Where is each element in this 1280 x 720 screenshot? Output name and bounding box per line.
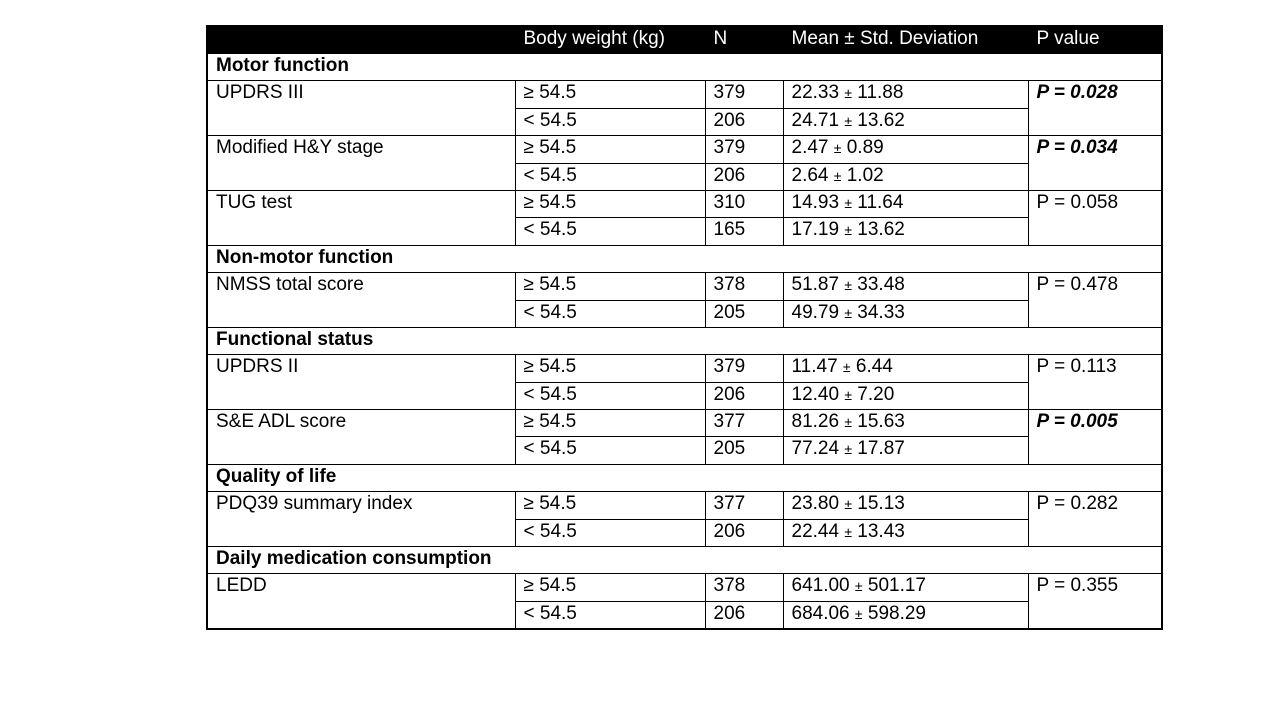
plus-minus-symbol: ±: [844, 496, 853, 513]
plus-minus-symbol: ±: [833, 140, 842, 157]
n-cell: 379: [705, 355, 783, 382]
measure-name: UPDRS II: [207, 355, 515, 410]
mean-sd-cell: [783, 492, 1028, 519]
mean-sd-cell: [783, 574, 1028, 601]
n-cell: 377: [705, 410, 783, 437]
mean-sd-cell: [783, 519, 1028, 546]
body-weight-cell: ≥ 54.5: [515, 574, 705, 601]
plus-minus-symbol: ±: [844, 386, 853, 403]
n-cell: 379: [705, 81, 783, 108]
body-weight-cell: ≥ 54.5: [515, 410, 705, 437]
n-cell: 377: [705, 492, 783, 519]
sd-value: 13.62: [857, 219, 905, 241]
measure-name: NMSS total score: [207, 273, 515, 328]
mean-value: 49.79: [791, 301, 840, 323]
table-row: [207, 574, 1162, 601]
table-body: [207, 54, 1162, 630]
p-value-cell: P = 0.028: [1028, 81, 1162, 136]
n-cell: 378: [705, 273, 783, 300]
table-row: [207, 355, 1162, 382]
mean-sd-cell: [783, 190, 1028, 217]
sd-value: 501.17: [867, 575, 926, 597]
section-title: Daily medication consumption: [207, 547, 1162, 574]
mean-sd-cell: [783, 410, 1028, 437]
table-row: [207, 81, 1162, 108]
plus-minus-symbol: ±: [842, 359, 851, 376]
n-cell: 206: [705, 601, 783, 629]
mean-sd-cell: [783, 136, 1028, 163]
sd-value: 11.64: [857, 191, 904, 213]
body-weight-cell: < 54.5: [515, 519, 705, 546]
mean-value: 22.44: [791, 520, 840, 542]
table-row: [207, 190, 1162, 217]
sd-value: 33.48: [857, 274, 905, 296]
mean-value: 77.24: [791, 438, 840, 460]
table-row: [207, 492, 1162, 519]
body-weight-cell: ≥ 54.5: [515, 190, 705, 217]
mean-sd-cell: [783, 355, 1028, 382]
body-weight-cell: ≥ 54.5: [515, 355, 705, 382]
mean-sd-cell: [783, 382, 1028, 409]
mean-sd-cell: [783, 81, 1028, 108]
n-cell: 205: [705, 300, 783, 327]
section-title: Functional status: [207, 327, 1162, 354]
n-cell: 206: [705, 108, 783, 135]
mean-sd-cell: [783, 437, 1028, 464]
section-title: Motor function: [207, 54, 1162, 81]
plus-minus-symbol: ±: [854, 605, 863, 622]
mean-value: 2.47: [791, 137, 829, 159]
measure-name: Modified H&Y stage: [207, 136, 515, 191]
p-value-cell: P = 0.478: [1028, 273, 1162, 328]
mean-value: 2.64: [791, 164, 829, 186]
measure-name: S&E ADL score: [207, 410, 515, 465]
sd-value: 598.29: [867, 602, 926, 624]
sd-value: 13.62: [857, 109, 905, 131]
mean-sd-cell: [783, 218, 1028, 245]
body-weight-cell: < 54.5: [515, 601, 705, 629]
results-table: [206, 25, 1163, 630]
section-row: [207, 547, 1162, 574]
mean-value: 24.71: [791, 109, 840, 131]
plus-minus-symbol: ±: [844, 441, 853, 458]
header-measure: [207, 26, 515, 54]
body-weight-cell: ≥ 54.5: [515, 492, 705, 519]
plus-minus-symbol: ±: [844, 414, 853, 431]
table-row: [207, 410, 1162, 437]
plus-minus-symbol: ±: [844, 85, 853, 102]
sd-value: 15.63: [857, 411, 905, 433]
plus-minus-symbol: ±: [844, 222, 853, 239]
p-value-cell: P = 0.034: [1028, 136, 1162, 191]
table-row: [207, 136, 1162, 163]
plus-minus-symbol: ±: [844, 277, 853, 294]
header-n: N: [705, 26, 783, 54]
sd-value: 15.13: [857, 493, 905, 515]
section-row: [207, 54, 1162, 81]
mean-value: 641.00: [791, 575, 850, 597]
body-weight-cell: ≥ 54.5: [515, 273, 705, 300]
p-value-cell: P = 0.282: [1028, 492, 1162, 547]
header-row: [207, 26, 1162, 54]
section-row: [207, 327, 1162, 354]
plus-minus-symbol: ±: [833, 167, 842, 184]
n-cell: 379: [705, 136, 783, 163]
mean-value: 22.33: [791, 82, 840, 104]
mean-value: 81.26: [791, 411, 840, 433]
section-row: [207, 245, 1162, 272]
p-value-cell: P = 0.058: [1028, 190, 1162, 245]
body-weight-cell: ≥ 54.5: [515, 136, 705, 163]
section-title: Non-motor function: [207, 245, 1162, 272]
sd-value: 13.43: [857, 520, 905, 542]
p-value-cell: P = 0.113: [1028, 355, 1162, 410]
sd-value: 6.44: [855, 356, 893, 378]
header-p-value: P value: [1028, 26, 1162, 54]
plus-minus-symbol: ±: [854, 578, 863, 595]
body-weight-cell: < 54.5: [515, 437, 705, 464]
plus-minus-symbol: ±: [844, 304, 853, 321]
plus-minus-symbol: ±: [844, 523, 853, 540]
sd-value: 0.89: [846, 137, 884, 159]
mean-sd-cell: [783, 273, 1028, 300]
measure-name: LEDD: [207, 574, 515, 629]
sd-value: 1.02: [846, 164, 884, 186]
body-weight-cell: < 54.5: [515, 382, 705, 409]
mean-sd-cell: [783, 601, 1028, 629]
mean-sd-cell: [783, 108, 1028, 135]
table-header: [207, 26, 1162, 54]
body-weight-cell: ≥ 54.5: [515, 81, 705, 108]
p-value-cell: P = 0.355: [1028, 574, 1162, 629]
n-cell: 165: [705, 218, 783, 245]
plus-minus-symbol: ±: [844, 194, 853, 211]
section-title: Quality of life: [207, 464, 1162, 491]
body-weight-cell: < 54.5: [515, 218, 705, 245]
n-cell: 206: [705, 163, 783, 190]
header-mean-sd: Mean ± Std. Deviation: [783, 26, 1028, 54]
n-cell: 205: [705, 437, 783, 464]
measure-name: UPDRS III: [207, 81, 515, 136]
sd-value: 7.20: [857, 383, 895, 405]
mean-value: 23.80: [791, 493, 840, 515]
measure-name: PDQ39 summary index: [207, 492, 515, 547]
n-cell: 378: [705, 574, 783, 601]
p-value-cell: P = 0.005: [1028, 410, 1162, 465]
mean-value: 51.87: [791, 274, 840, 296]
mean-value: 11.47: [791, 356, 838, 378]
plus-minus-symbol: ±: [844, 112, 853, 129]
body-weight-cell: < 54.5: [515, 108, 705, 135]
header-body-weight: Body weight (kg): [515, 26, 705, 54]
sd-value: 34.33: [857, 301, 905, 323]
n-cell: 206: [705, 382, 783, 409]
mean-value: 17.19: [791, 219, 840, 241]
n-cell: 310: [705, 190, 783, 217]
sd-value: 17.87: [857, 438, 905, 460]
mean-value: 12.40: [791, 383, 840, 405]
mean-sd-cell: [783, 300, 1028, 327]
mean-value: 684.06: [791, 602, 850, 624]
table-row: [207, 273, 1162, 300]
sd-value: 11.88: [857, 82, 904, 104]
n-cell: 206: [705, 519, 783, 546]
measure-name: TUG test: [207, 190, 515, 245]
body-weight-cell: < 54.5: [515, 300, 705, 327]
section-row: [207, 464, 1162, 491]
mean-sd-cell: [783, 163, 1028, 190]
body-weight-cell: < 54.5: [515, 163, 705, 190]
mean-value: 14.93: [791, 191, 840, 213]
